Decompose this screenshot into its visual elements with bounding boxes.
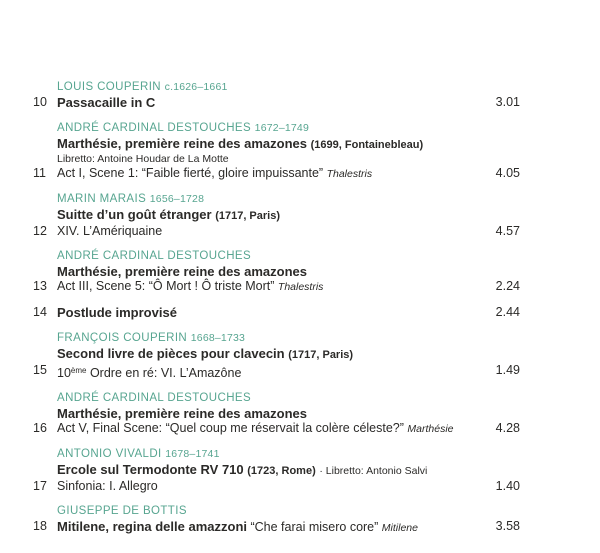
- track-row: [33, 421, 520, 437]
- track-title: [57, 421, 476, 437]
- track-row: [33, 279, 520, 295]
- track-number: 18: [33, 519, 47, 533]
- work-title-line: [33, 264, 520, 279]
- composer-dates: 1668–1733: [190, 332, 246, 344]
- track-number: 13: [33, 279, 47, 293]
- track-number: 15: [33, 363, 47, 377]
- work-title-line: [33, 207, 520, 224]
- section-marais: [33, 192, 520, 239]
- libretto-inline: · Libretto: Antonio Salvi: [319, 465, 428, 477]
- section-francois-couperin: [33, 331, 520, 381]
- composer-name: ANDRÉ CARDINAL DESTOUCHES: [57, 122, 252, 134]
- track-text: “Che farai misero core”: [250, 520, 379, 534]
- track-text: XIV. L’Amériquaine: [57, 224, 163, 238]
- track-text: Sinfonia: I. Allegro: [57, 479, 158, 493]
- track-title: [57, 479, 476, 494]
- composer-line: [33, 121, 520, 136]
- work-title: Marthésie, première reine des amazones: [57, 264, 308, 279]
- work-note: (1723, Rome): [247, 465, 316, 477]
- work-title: Second livre de pièces pour clavecin: [57, 346, 285, 361]
- track-duration: 1.40: [495, 479, 520, 493]
- track-duration: 2.44: [495, 305, 520, 319]
- track-text-superscript: ème: [70, 366, 87, 375]
- work-note: (1717, Paris): [215, 210, 281, 222]
- section-postlude: [33, 305, 520, 321]
- track-title: [57, 224, 476, 239]
- track-title-bold: Mitilene, regina delle amazzoni: [57, 519, 247, 534]
- composer-dates: 1678–1741: [165, 448, 220, 460]
- track-title: [57, 166, 476, 182]
- track-row: [33, 224, 520, 239]
- section-louis-couperin: [33, 80, 520, 111]
- track-number: 16: [33, 421, 47, 435]
- work-title: Ercole sul Termodonte RV 710: [57, 462, 244, 477]
- composer-dates: 1656–1728: [149, 193, 205, 205]
- section-destouches-2: [33, 249, 520, 295]
- work-title-line: [33, 462, 520, 479]
- composer-name: FRANÇOIS COUPERIN: [57, 332, 188, 344]
- track-title: [57, 95, 476, 111]
- section-de-bottis: [33, 504, 520, 536]
- track-text: Act III, Scene 5: “Ô Mort ! Ô triste Mort”: [57, 279, 275, 293]
- work-title-line: [33, 346, 520, 363]
- composer-line: [33, 80, 520, 95]
- track-text: Ordre en ré: VI. L’Amazône: [89, 366, 242, 380]
- track-title-bold: Passacaille in C: [57, 95, 156, 110]
- track-row: [33, 363, 520, 381]
- composer-name: ANDRÉ CARDINAL DESTOUCHES: [57, 250, 252, 262]
- work-note: (1699, Fontainebleau): [310, 139, 424, 151]
- track-text: Act I, Scene 1: “Faible fierté, gloire impuissante”: [57, 166, 324, 180]
- work-title: Marthésie, première reine des amazones: [57, 406, 308, 421]
- track-duration: 2.24: [495, 279, 520, 293]
- track-duration: 4.28: [495, 421, 520, 435]
- track-title: [57, 363, 476, 381]
- track-role: Marthésie: [407, 423, 454, 435]
- work-note: (1717, Paris): [288, 349, 354, 361]
- track-row: [33, 95, 520, 111]
- composer-name: ANTONIO VIVALDI: [57, 448, 162, 460]
- section-destouches-1: [33, 121, 520, 182]
- composer-name: MARIN MARAIS: [57, 193, 147, 205]
- section-vivaldi: [33, 447, 520, 494]
- work-title: Marthésie, première reine des amazones: [57, 136, 308, 151]
- track-duration: 3.58: [495, 519, 520, 533]
- track-number: 11: [33, 166, 46, 180]
- track-role: Thalestris: [326, 168, 373, 180]
- track-duration: 4.57: [495, 224, 520, 238]
- track-number: 10: [33, 95, 47, 109]
- track-list: [33, 80, 520, 546]
- section-destouches-3: [33, 391, 520, 437]
- track-text-pre: 10: [57, 366, 71, 380]
- track-duration: 3.01: [495, 95, 520, 109]
- libretto-line: Libretto: Antoine Houdar de La Motte: [57, 153, 229, 165]
- track-role: Thalestris: [277, 281, 324, 293]
- track-title: [57, 519, 476, 536]
- track-number: 12: [33, 224, 47, 238]
- composer-line: [33, 249, 520, 264]
- composer-dates: c.1626–1661: [164, 81, 228, 93]
- track-title: [57, 305, 476, 321]
- track-row: [33, 479, 520, 494]
- composer-name: LOUIS COUPERIN: [57, 81, 162, 93]
- track-role: Mitilene: [381, 522, 418, 534]
- composer-line: [33, 391, 520, 406]
- track-text: Act V, Final Scene: “Quel coup me réservait la colère céleste?”: [57, 421, 404, 435]
- track-duration: 4.05: [495, 166, 520, 180]
- track-duration: 1.49: [495, 363, 520, 377]
- composer-line: [33, 504, 520, 519]
- composer-name: ANDRÉ CARDINAL DESTOUCHES: [57, 392, 252, 404]
- composer-dates: 1672–1749: [254, 122, 310, 134]
- work-title-line: [33, 406, 520, 421]
- track-row: [33, 166, 520, 182]
- track-number: 17: [33, 479, 47, 493]
- track-row: [33, 305, 520, 321]
- track-number: 14: [33, 305, 47, 319]
- composer-line: [33, 331, 520, 346]
- work-title-line: [33, 136, 520, 153]
- track-row: [33, 519, 520, 536]
- track-title: [57, 279, 476, 295]
- composer-line: [33, 447, 520, 462]
- composer-name: GIUSEPPE DE BOTTIS: [57, 505, 187, 517]
- track-title-bold: Postlude improvisé: [57, 305, 177, 320]
- work-title: Suitte d’un goût étranger: [57, 207, 212, 222]
- composer-line: [33, 192, 520, 207]
